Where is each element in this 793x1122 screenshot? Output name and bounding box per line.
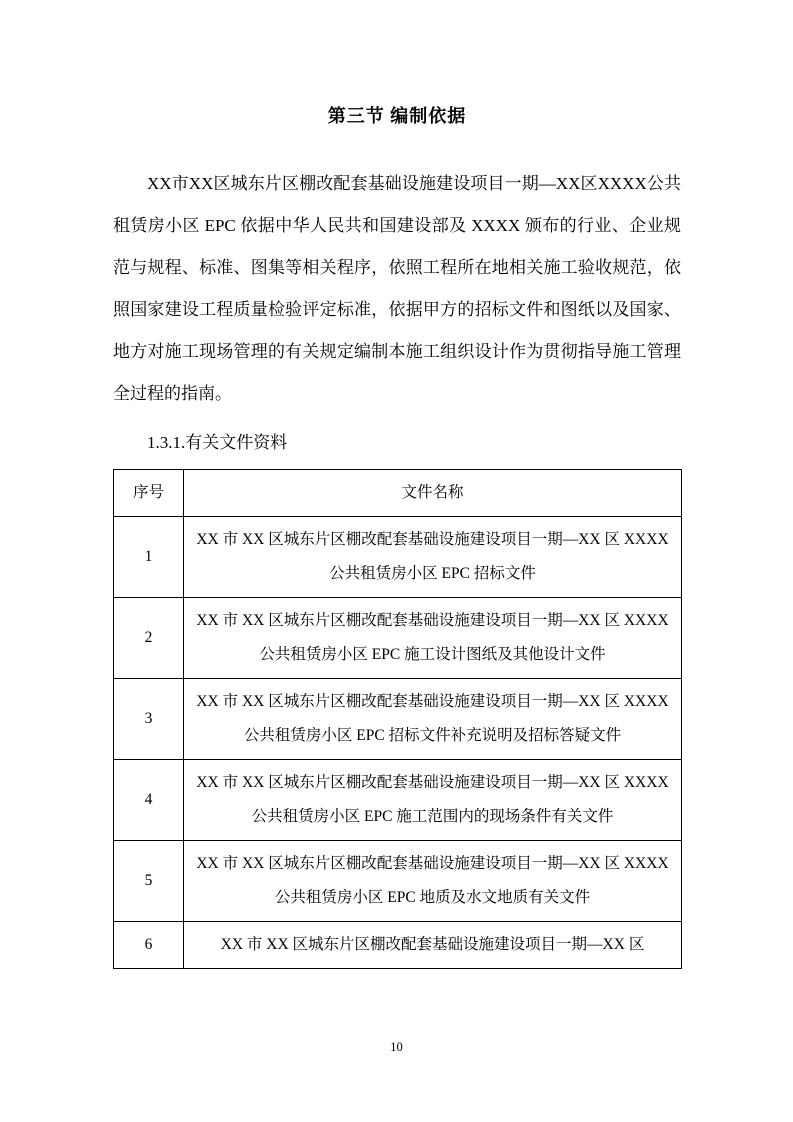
table-row	[114, 517, 682, 598]
row-index: 2	[114, 598, 184, 679]
page-title: 第三节 编制依据	[327, 106, 467, 126]
row-document-name: XX 市 XX 区城东片区棚改配套基础设施建设项目一期—XX 区 XXXX 公共租赁房小区 EPC 施工范围内的现场条件有关文件	[184, 760, 682, 841]
table-row	[114, 922, 682, 969]
row-index: 4	[114, 760, 184, 841]
table-row	[114, 679, 682, 760]
table-row	[114, 760, 682, 841]
table-header-row	[114, 470, 682, 517]
row-index: 1	[114, 517, 184, 598]
body-paragraph: XX市XX区城东片区棚改配套基础设施建设项目一期—XX区XXXX公共租赁房小区 EPC 依据中华人民共和国建设部及 XXXX 颁布的行业、企业规范与规程、标准、图集等相关程序，依照工程所在地相关施工验收规范，依照国家建设工程质量检验评定标准，依据甲方的招标文件和图纸以及国家、地方对施工现场管理的有关规定编制本施工组织设计作为贯彻指导施工管理全过程的指南。	[113, 174, 681, 404]
table-row	[114, 841, 682, 922]
documents-table	[113, 469, 682, 969]
row-index: 6	[114, 922, 184, 969]
column-header-name: 文件名称	[184, 470, 682, 517]
row-index: 3	[114, 679, 184, 760]
page-content	[113, 0, 681, 969]
table-row	[114, 598, 682, 679]
row-index: 5	[114, 841, 184, 922]
row-document-name: XX 市 XX 区城东片区棚改配套基础设施建设项目一期—XX 区 XXXX 公共租赁房小区 EPC 招标文件补充说明及招标答疑文件	[184, 679, 682, 760]
row-document-name: XX 市 XX 区城东片区棚改配套基础设施建设项目一期—XX 区 XXXX 公共租赁房小区 EPC 招标文件	[184, 517, 682, 598]
row-document-name: XX 市 XX 区城东片区棚改配套基础设施建设项目一期—XX 区 XXXX 公共租赁房小区 EPC 地质及水文地质有关文件	[184, 841, 682, 922]
row-document-name: XX 市 XX 区城东片区棚改配套基础设施建设项目一期—XX 区	[184, 922, 682, 969]
page-number: 10	[390, 1040, 403, 1054]
column-header-index: 序号	[114, 470, 184, 517]
section-subheading: 1.3.1.有关文件资料	[147, 433, 288, 453]
row-document-name: XX 市 XX 区城东片区棚改配套基础设施建设项目一期—XX 区 XXXX 公共租赁房小区 EPC 施工设计图纸及其他设计文件	[184, 598, 682, 679]
